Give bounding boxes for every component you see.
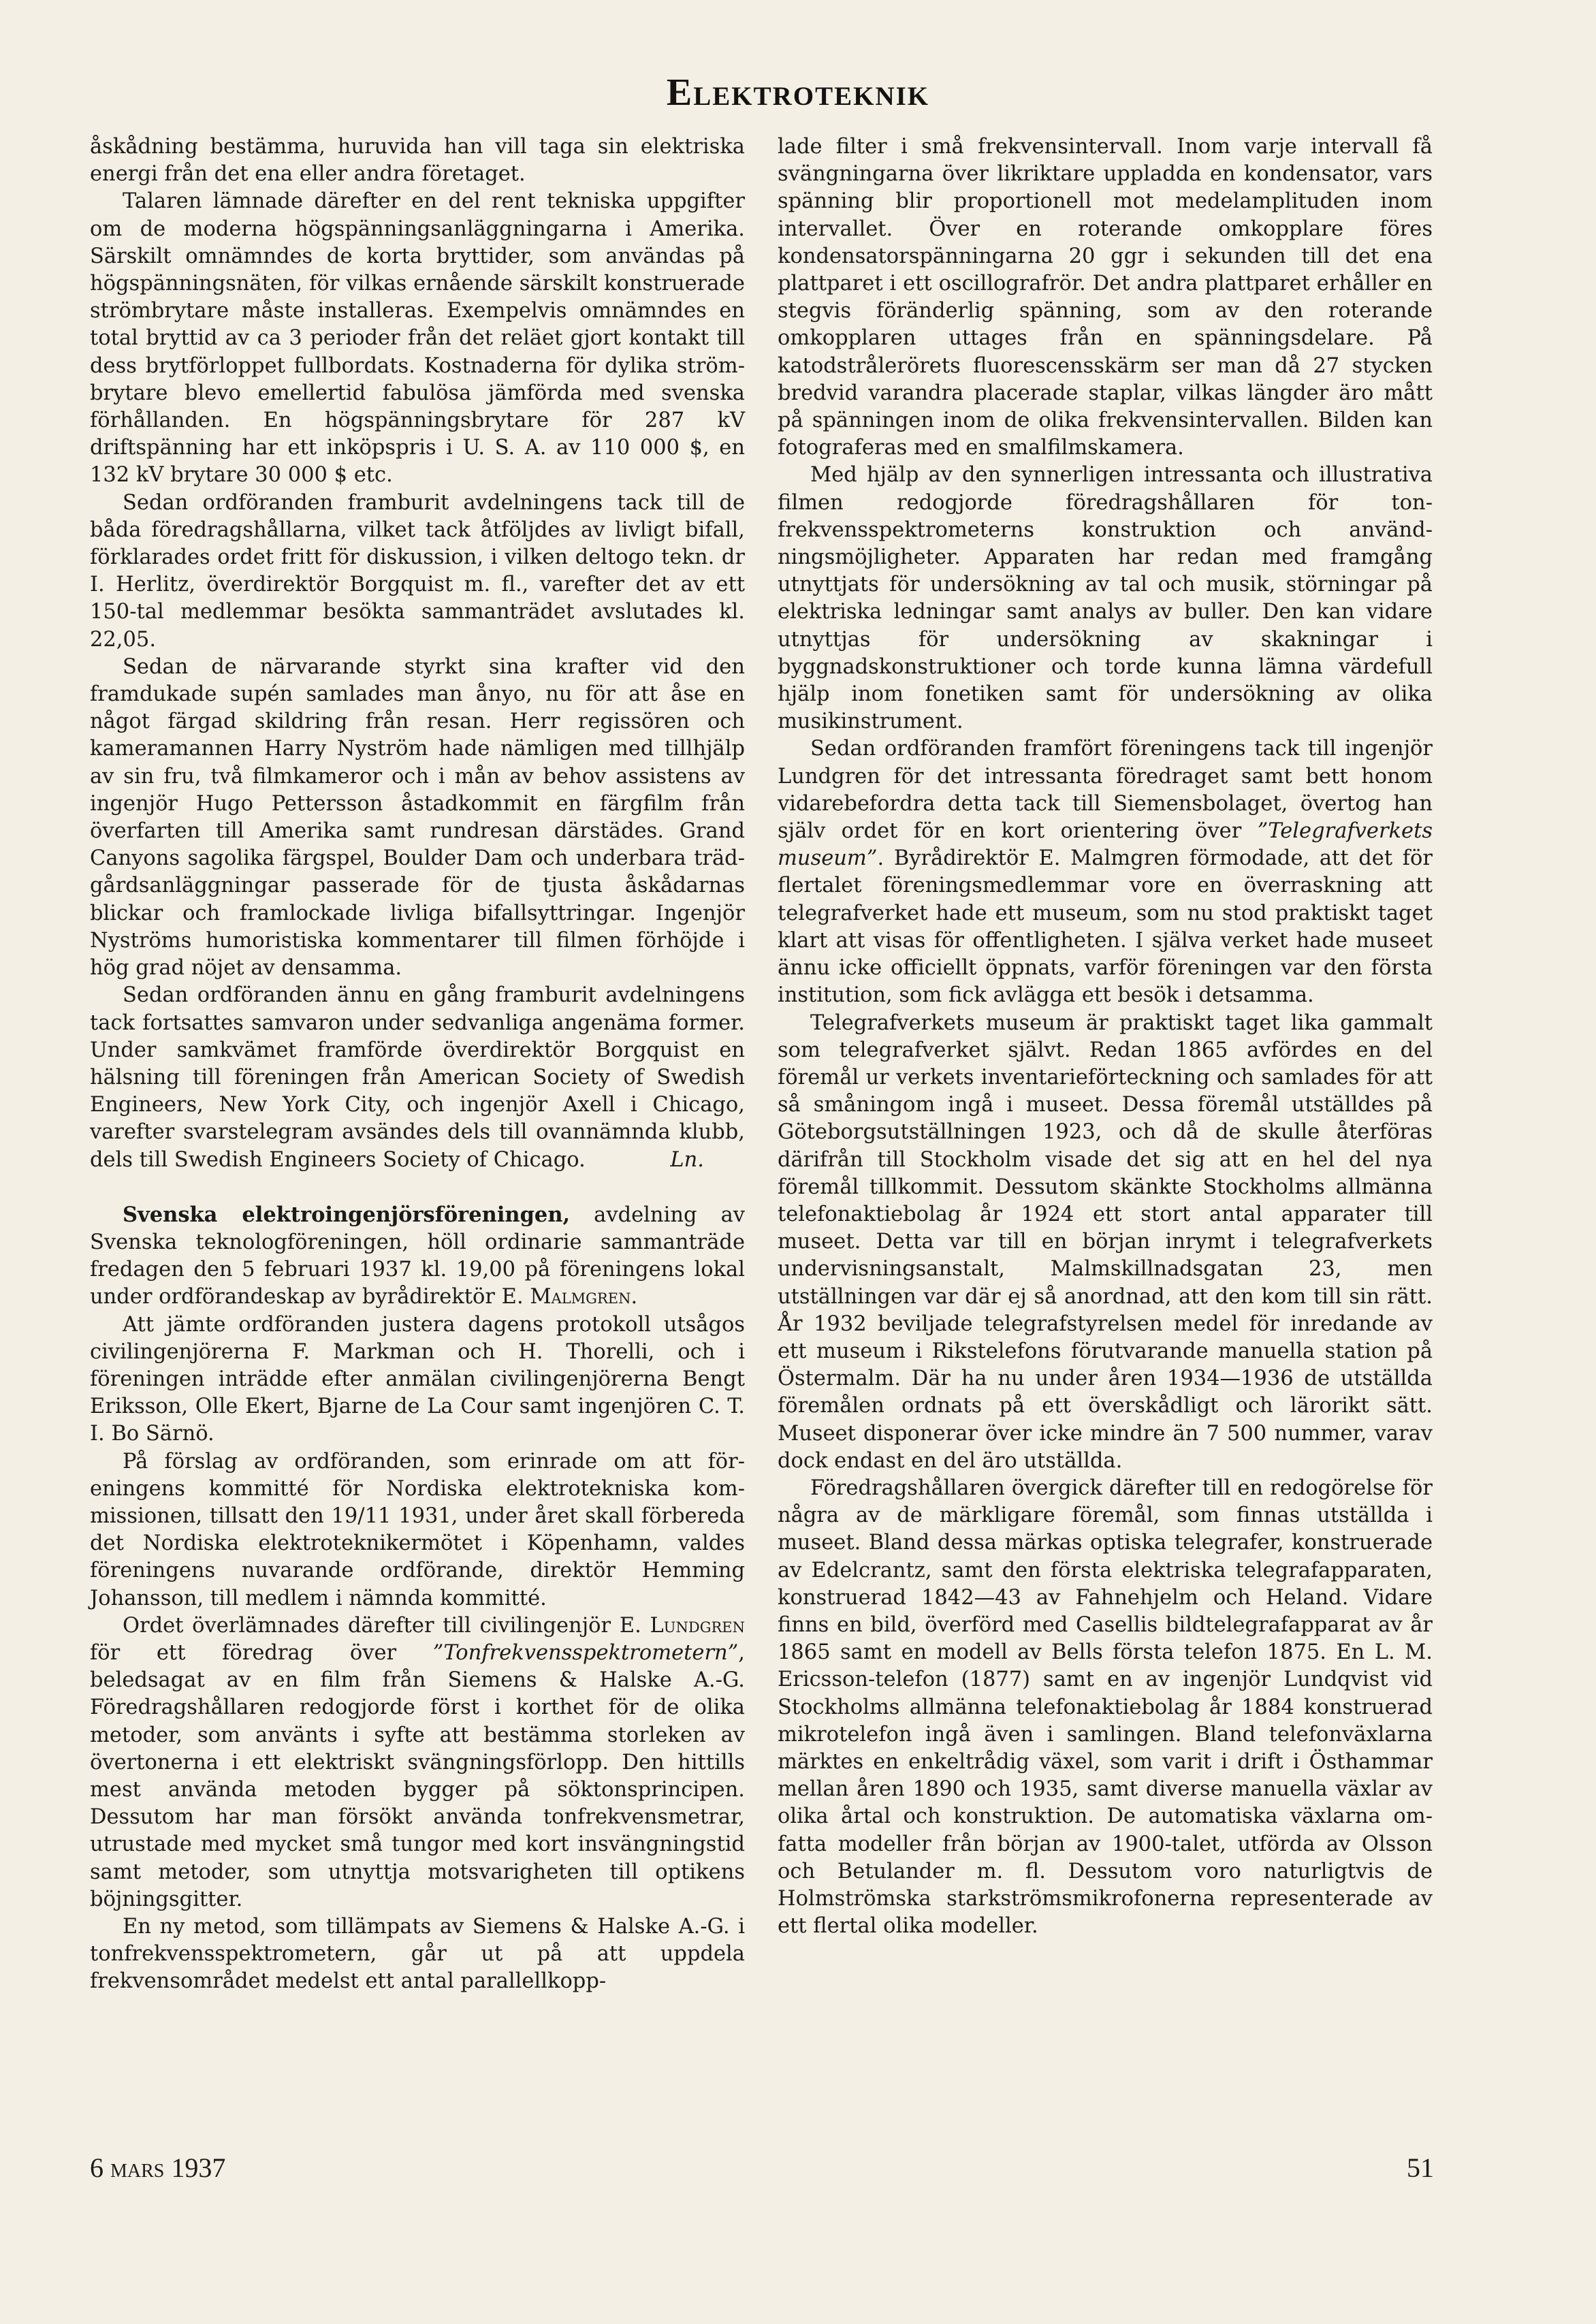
person-name: Malmgren	[530, 1285, 631, 1309]
section-heading: Svenska elektroingenjörsföreningen,	[123, 1202, 571, 1227]
paragraph: En ny metod, som tillämpats av Siemens & Halske A.-G. i tonfrekvensspektrometern, går ut på att uppdela frekvensområdet medelst ett antal parallellkopp-	[90, 1915, 745, 1994]
paragraph: Sedan de närvarande styrkt sina krafter vid den framdukade supén samlades man ånyo, nu för att åse en något färgad skildring från resan. Herr regissören och kameramannen Harry Nyström hade nämligen med tillhjälp av sin fru, två filmkameror och i mån av behov assistens av ingenjör Hugo Pettersson åstadkommit en färgfilm från överfarten till Amerika samt rundresan därstädes. Grand Canyons sagolika färgspel, Boulder Dam och underbara trädgårdsanläggningar passerade för de tjusta åskådarnas blickar och framlockade livliga bifallsyttringar. Ingenjör Nyströms humoristiska kommentarer till filmen förhöjde i hög grad nöjet av densamma.	[90, 654, 745, 981]
paragraph: Med hjälp av den synnerligen intressanta och illustrativa filmen redogjorde föredragshållaren för tonfrekvensspektrometerns konstruktion och användningsmöjligheter. Apparaten har redan med framgång utnyttjats för undersökning av tal och musik, störningar på elektriska ledningar samt analys av buller. Den kan vidare utnyttjas för undersökning av skakningar i byggnadskonstruktioner och torde kunna lämna värdefull hjälp inom fonetiken samt för undersökning av olika musikinstrument.	[778, 463, 1433, 734]
paragraph: åskådning bestämma, huruvida han vill taga sin elektriska energi från det ena eller andra företaget.	[90, 135, 745, 187]
paragraph: Föredragshållaren övergick därefter till en redogörelse för några av de märkligare föremål, som finnas utställda i museet. Bland dessa märkas optiska telegrafer, konstruerade av Edelcrantz, samt den första elektriska telegrafapparaten, konstruerad 1842—43 av Fahnehjelm och Heland. Vidare finns en bild, överförd med Casellis bildtelegrafapparat av år 1865 samt en modell av Bells första telefon 1875. En L. M. Ericsson-telefon (1877) samt en av ingenjör Lundqvist vid Stockholms allmänna telefonaktiebolag år 1884 konstruerad mikrotelefon ingå även i samlingen. Bland telefonväxlarna märktes en enkeltrådig växel, som varit i drift i Östhammar mellan åren 1890 och 1935, samt diverse manuella växlar av olika årtal och konstruktion. De automatiska växlarna omfatta modeller från början av 1900-talet, utförda av Olsson och Betulander m. fl. Dessutom voro naturligtvis de Holmströmska starkströmsmikrofonerna representerade av ett flertal olika modeller.	[778, 1476, 1433, 1939]
issue-date: 6 mars 1937	[90, 2152, 226, 2183]
paragraph-text: .	[631, 1285, 638, 1309]
paragraph	[778, 735, 1433, 1009]
left-column	[90, 133, 745, 1996]
paragraph: lade filter i små frekvensintervall. Inom varje intervall få svängningarna över likriktare uppladda en kondensator, vars spänning blir proportionell mot medelamplituden inom intervallet. Över en roterande omkopplare föres kondensatorspänningarna 20 ggr i sekunden till det ena plattparet i ett oscillografrör. Det andra plattparet erhåller en stegvis föränderlig spänning, som av den roterande omkopplaren uttages från en spänningsdelare. På katodstrålerörets fluorescensskärm ser man då 27 stycken bredvid varandra placerade staplar, vilkas längder äro mått på spänningen inom de olika frekvensintervallen. Bilden kan fotograferas med en smalfilmskamera.	[778, 135, 1433, 460]
paragraph: Sedan ordföranden framburit avdelningens tack till de båda föredragshållarna, vilket tack åtföljdes av livligt bifall, förklarades ordet fritt för diskussion, i vilken deltogo tekn. dr I. Herlitz, överdirektör Borgquist m. fl., varefter det av ett 150-tal medlemmar besökta sammanträdet avslutades kl. 22,05.	[90, 490, 745, 652]
paragraph-text: Sedan ordföranden framfört föreningens tack till ingenjör Lundgren för det intressanta föredraget samt bett honom vidarebefordra detta tack till Siemensbolaget, övertog han själv ordet för en kort orientering över	[778, 737, 1433, 844]
paragraph	[90, 1612, 745, 1913]
paragraph-text: Sedan ordföranden ännu en gång framburit avdelningens tack fortsattes samvaron under sedvanliga angenäma former. Under samkvämet framförde överdirektör Borgquist en hälsning till föreningen från American Society of Swedish Engineers, New York City, och ingenjör Axell i Chicago, varefter svarstelegram avsändes dels till ovannämnda klubb, dels till Swedish Engineers Society of Chicago.	[90, 983, 745, 1172]
paragraph-text: , beledsagat av en film från Siemens & Halske A.-G. Föredragshållaren redogjorde först i korthet för de olika metoder, som använts i syfte att bestämma storleken av övertonerna i ett elektriskt svängningsförlopp. Den hittills mest använda metoden bygger på söktonsprincipen. Dessutom har man försökt använda tonfrekvensmetrar, utrustade med mycket små tungor med kort insvängningstid samt metoder, som utnyttja motsvarigheten till optikens böjningsgitter.	[90, 1640, 745, 1911]
paragraph	[90, 982, 745, 1173]
paragraph-text: . Byrådirektör E. Malmgren förmodade, att det för flertalet föreningsmedlemmar vore en överraskning att telegrafverket hade ett museum, som nu stod praktiskt taget klart att visas för offentligheten. I själva verket hade museet ännu icke officiellt öppnats, varför föreningen var den första institution, som fick avlägga ett besök i detsamma.	[778, 846, 1433, 1008]
paragraph-text: avdelning av Svenska teknologföreningen, höll ordinarie sammanträde fredagen den 5 februari 1937 kl. 19,00 på föreningens lokal under ordförandeskap av byrådirektör E.	[90, 1203, 745, 1309]
lecture-title: ”Telegrafverkets museum”	[778, 819, 1433, 871]
paragraph: På förslag av ordföranden, som erinrade om att föreningens kommitté för Nordiska elektrotekniska kommissionen, tillsatt den 19/11 1931, under året skall förbereda det Nordiska elektroteknikermötet i Köpenhamn, valdes föreningens nuvarande ordförande, direktör Hemming Johansson, till medlem i nämnda kommitté.	[90, 1449, 745, 1610]
person-name: Lundgren	[650, 1613, 745, 1638]
paragraph: Telegrafverkets museum är praktiskt taget lika gammalt som telegrafverket självt. Redan 1865 avfördes en del föremål ur verkets inventarieförteckning och samlades för att så småningom ingå i museet. Dessa föremål utställdes på Göteborgsutställningen 1923, och då de skulle återföras därifrån till Stockholm visade det sig att en hel del nya föremål tillkommit. Dessutom skänkte Stockholms allmänna telefonaktiebolag år 1924 ett stort antal apparater till museet. Detta var till en början inrymt i telegrafverkets undervisningsanstalt, Malmskillnadsgatan 23, men utställningen var där ej så anordnad, att den kom till sin rätt. År 1932 beviljade telegrafstyrelsen medel för inredande av ett museum i Rikstelefons förutvarande manuella station på Östermalm. Där ha nu under åren 1934—1936 de utställda föremålen ordnats på ett överskådligt och lärorikt sätt. Museet disponerar över icke mindre än 7 500 nummer, varav dock endast en del äro utställda.	[778, 1010, 1433, 1473]
paragraph: Att jämte ordföranden justera dagens protokoll utsågos civilingenjörerna F. Markman och H. Thorelli, och i föreningen inträdde efter anmälan civilingenjörerna Bengt Eriksson, Olle Ekert, Bjarne de La Cour samt ingenjören C. T. I. Bo Särnö.	[90, 1312, 745, 1446]
lecture-title: ”Tonfrekvensspektrometern”	[432, 1640, 739, 1665]
section-paragraph	[90, 1201, 745, 1311]
paragraph: Talaren lämnade därefter en del rent tekniska uppgifter om de moderna högspänningsanläggningarna i Amerika. Särskilt omnämndes de korta bryttider, som användas på högspänningsnäten, för vilkas ernående särskilt konstruerade strömbrytare måste installeras. Exempelvis omnämndes en total bryttid av ca 3 perioder från det reläet gjort kontakt till dess brytförloppet fullbordats. Kostnaderna för dylika strömbrytare blevo emellertid fabulösa jämförda med svenska förhållanden. En högspänningsbrytare för 287 kV driftspänning har ett inköpspris i U. S. A. av 110 000 $, en 132 kV brytare 30 000 $ etc.	[90, 189, 745, 488]
paragraph-text: Ordet överlämnades därefter till civilingenjör E.	[123, 1613, 650, 1638]
paragraph-text: för ett föredrag över	[90, 1640, 433, 1665]
right-column	[778, 133, 1433, 1940]
running-head: Elektroteknik	[666, 71, 930, 114]
page-number: 51	[1407, 2152, 1434, 2183]
author-signature: Ln.	[670, 1147, 704, 1172]
